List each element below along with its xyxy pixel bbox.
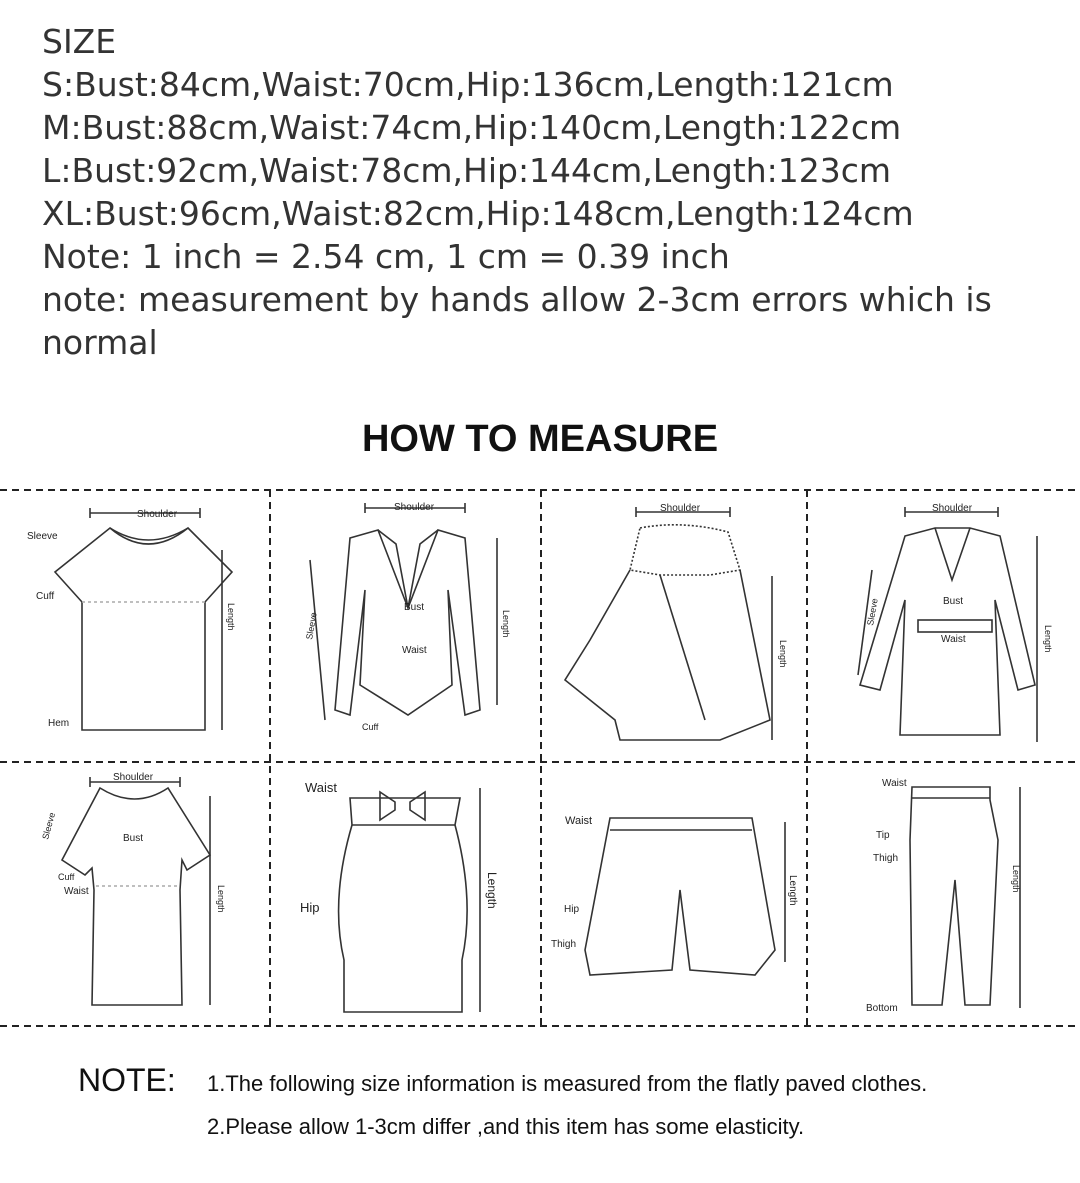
dress-sleeve-label: Sleeve: [40, 811, 58, 841]
coat-length-label: Length: [1043, 625, 1053, 653]
cape-shoulder-label: Shoulder: [660, 503, 701, 514]
dress-shoulder-label: Shoulder: [113, 772, 154, 783]
size-chart: [42, 20, 1042, 364]
pants-length-label: Length: [1011, 865, 1021, 893]
how-to-measure-title: HOW TO MEASURE: [361, 418, 719, 460]
cape-length-label: Length: [778, 640, 788, 668]
coat-waist-label: Waist: [941, 634, 966, 645]
size-heading: SIZE: [42, 22, 117, 61]
note-line-1: 1.The following size information is measured from the flatly paved clothes.: [207, 1071, 928, 1096]
size-row-s: S:Bust:84cm,Waist:70cm,Hip:136cm,Length:121cm: [42, 65, 894, 104]
coat-illustration: [858, 507, 1037, 742]
coat-bust-label: Bust: [943, 596, 964, 607]
coat-sleeve-label: Sleeve: [865, 597, 880, 627]
tshirt-shoulder-label: Shoulder: [137, 509, 178, 520]
blazer-sleeve-label: Sleeve: [304, 611, 319, 641]
dress-bust-label: Bust: [123, 833, 144, 844]
dress-cuff-label: Cuff: [58, 872, 75, 882]
measure-diagram-grid: [0, 480, 1080, 1035]
dress-length-label: Length: [216, 885, 226, 913]
shorts-illustration: [585, 818, 785, 975]
tshirt-hem-label: Hem: [48, 718, 70, 729]
blazer-shoulder-label: Shoulder: [394, 502, 435, 513]
blazer-waist-label: Waist: [402, 645, 427, 656]
tshirt-illustration: [55, 508, 232, 730]
note-label: NOTE:: [78, 1062, 176, 1098]
size-row-l: L:Bust:92cm,Waist:78cm,Hip:144cm,Length:123cm: [42, 151, 892, 190]
blazer-length-label: Length: [501, 610, 511, 638]
shorts-thigh-label: Thigh: [551, 939, 577, 950]
tolerance-note: note: measurement by hands allow 2-3cm errors which is normal: [42, 280, 992, 362]
coat-shoulder-label: Shoulder: [932, 503, 973, 514]
pants-waist-label: Waist: [882, 778, 907, 789]
pants-illustration: [910, 787, 1020, 1008]
pants-bottom-label: Bottom: [866, 1003, 898, 1014]
cape-illustration: [565, 507, 772, 740]
shorts-hip-label: Hip: [564, 904, 580, 915]
shorts-length-label: Length: [787, 875, 798, 906]
skirt-illustration: [339, 788, 480, 1012]
tshirt-sleeve-label: Sleeve: [27, 531, 58, 542]
size-row-xl: XL:Bust:96cm,Waist:82cm,Hip:148cm,Length:124cm: [42, 194, 914, 233]
size-row-m: M:Bust:88cm,Waist:74cm,Hip:140cm,Length:122cm: [42, 108, 902, 147]
shorts-waist-label: Waist: [565, 815, 593, 827]
tshirt-cuff-label: Cuff: [36, 591, 55, 602]
blazer-bust-label: Bust: [404, 602, 425, 613]
conversion-note: Note: 1 inch = 2.54 cm, 1 cm = 0.39 inch: [42, 237, 730, 276]
skirt-length-label: Length: [485, 872, 499, 909]
dress-waist-label: Waist: [64, 886, 89, 897]
blazer-cuff-label: Cuff: [362, 722, 379, 732]
skirt-hip-label: Hip: [300, 900, 320, 915]
pants-tip-label: Tip: [876, 830, 890, 841]
tshirt-length-label: Length: [226, 603, 236, 631]
skirt-waist-label: Waist: [305, 780, 338, 795]
note-line-2: 2.Please allow 1-3cm differ ,and this item has some elasticity.: [207, 1114, 805, 1139]
pants-thigh-label: Thigh: [873, 853, 899, 864]
